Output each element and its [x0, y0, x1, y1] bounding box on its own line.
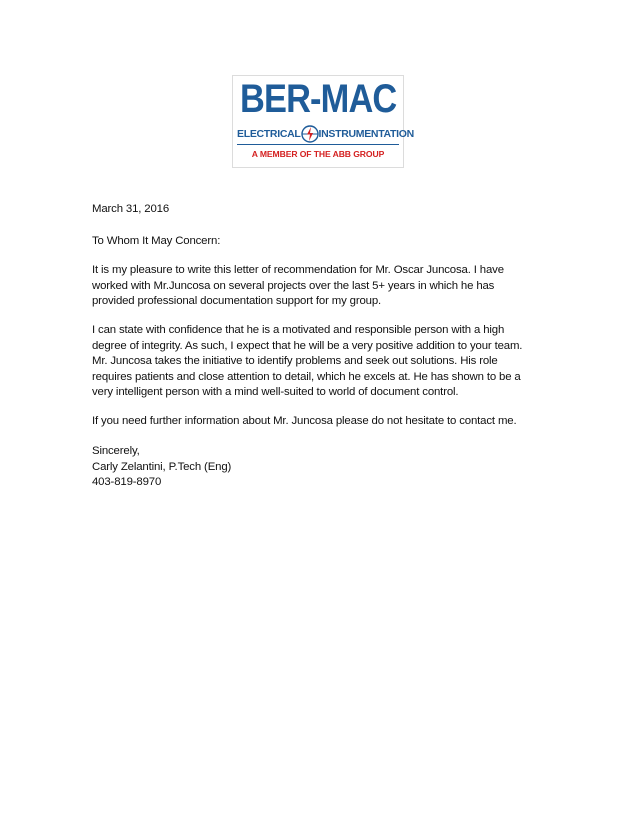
signature-name: Carly Zelantini, P.Tech (Eng): [92, 460, 232, 473]
letter-salutation: To Whom It May Concern:: [92, 235, 221, 247]
company-logo: [232, 75, 414, 168]
paragraph-line: worked with Mr.Juncosa on several projects over the last 5+ years in which he has: [92, 279, 495, 292]
logo-tagline: A MEMBER OF THE ABB GROUP: [251, 149, 385, 159]
paragraph-line: It is my pleasure to write this letter of recommendation for Mr. Oscar Juncosa. I have: [92, 264, 504, 276]
logo-title: BER-MAC: [240, 77, 397, 121]
paragraph-line: I can state with confidence that he is a motivated and responsible person with a high: [92, 324, 505, 336]
logo-subtitle-row: [237, 125, 414, 143]
phone-number: 403-819-8970: [92, 476, 162, 488]
paragraph-3: If you need further information about Mr. Juncosa please do not hesitate to contact me.: [92, 415, 517, 427]
paragraph-line: very intelligent person with a mind well-suited to world of document control.: [92, 386, 459, 398]
logo-left-text: ELECTRICAL: [237, 128, 301, 140]
paragraph-2: [92, 323, 522, 401]
paragraph-line: requires patients and close attention to detail, which he excels at. He has shown to be a: [92, 370, 521, 383]
paragraph-line: degree of integrity. As such, I expect that he will be a very positive addition to your team.: [92, 339, 523, 352]
paragraph-1: [92, 263, 504, 310]
closing: Sincerely,: [92, 445, 140, 457]
lightning-emblem-icon: [301, 125, 319, 143]
logo-right-text: INSTRUMENTATION: [318, 128, 414, 140]
paragraph-line: provided professional documentation support for my group.: [92, 295, 382, 307]
paragraph-line: Mr. Juncosa takes the initiative to identify problems and seek out solutions. His role: [92, 355, 498, 367]
signature-block: [92, 444, 231, 491]
letter-date: March 31, 2016: [92, 203, 170, 215]
logo-divider: [237, 144, 399, 145]
